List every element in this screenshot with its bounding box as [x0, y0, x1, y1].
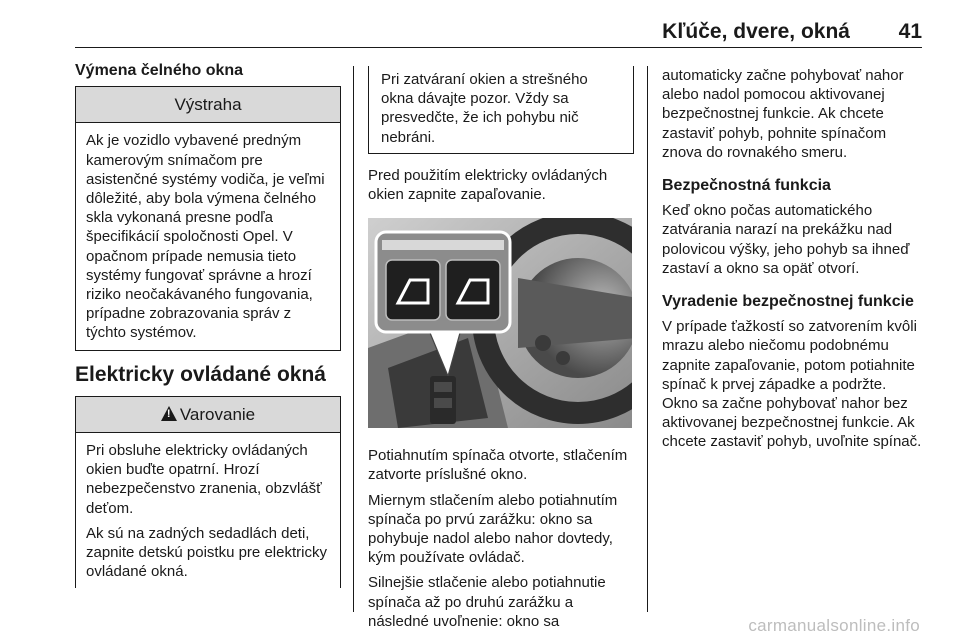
window-switch-image	[368, 218, 632, 428]
paragraph-open-close: Potiahnutím spínača otvorte, stlačením zatvorte príslušné okno.	[368, 447, 628, 484]
heading-override-safety: Vyradenie bezpečnostnej funkcie	[662, 293, 914, 311]
warning-triangle-icon	[161, 406, 177, 421]
paragraph-ignition: Pred použitím elektricky ovládaných okien zapnite zapaľovanie.	[368, 166, 608, 204]
header-rule	[75, 47, 922, 48]
watermark: carmanualsonline.info	[748, 616, 920, 635]
paragraph-auto-movement: automaticky začne pohybovať nahor alebo nadol pomocou aktivovanej bezpečnostnej funkcie. Ak chcete zastaviť pohyb, pohnite spínačom znova do rovnakého smeru.	[662, 67, 904, 161]
warning-box	[75, 396, 341, 589]
paragraph-override-safety: V prípade ťažkostí so zatvorením kvôli mrazu alebo niečomu podobnému zapnite zapaľovanie, potom potiahnite spínač k prvej západke a podržte. Okno sa začne pohybovať nahor bez aktivovanej bezpečnostnej funkcie. Ak chcete zastaviť pohyb, uvoľnite spínač.	[662, 318, 922, 451]
heading-windscreen-replacement: Výmena čelného okna	[75, 62, 244, 79]
column-divider-2	[647, 66, 648, 612]
page-number: 41	[898, 20, 922, 43]
column-3	[662, 66, 924, 458]
paragraph-second-detent: Silnejšie stlačenie alebo potiahnutie spínača až po druhú zarážku a následné uvoľnenie: okno sa	[368, 574, 606, 630]
column-1	[75, 55, 341, 588]
caution-title: Výstraha	[76, 87, 340, 123]
section-heading-power-windows: Elektricky ovládané okná	[75, 362, 326, 386]
paragraph-safety-function: Keď okno počas automatického zatvárania narazí na prekážku nad polovicou výšky, jeho pohyb sa ihneď zastaví a okno sa opäť otvorí.	[662, 202, 910, 277]
warning-continued-text: Pri zatváraní okien a strešného okna dávajte pozor. Vždy sa presvedčte, že ich pohybu nič nebráni.	[381, 71, 588, 146]
warning-box-continued	[368, 66, 634, 154]
warning-paragraph-2: Ak sú na zadných sedadlách deti, zapnite detskú poistku pre elektricky ovládané okná.	[86, 524, 327, 581]
caution-box	[75, 86, 341, 350]
caution-text: Ak je vozidlo vybavené predným kamerovým snímačom pre asistenčné systémy vodiča, je veľmi dôležité, aby bola výmena čelného skla vykonaná presne podľa špecifikácií spoločnosti Opel. V opačnom prípade nemusia tieto systémy fungovať správne a hrozí riziko neočakávaného fungovania, prípadne zobrazovania správ z týchto systémov.	[86, 132, 325, 342]
window-switch-illustration	[368, 218, 632, 428]
paragraph-first-detent: Miernym stlačením alebo potiahnutím spínača po prvú zarážku: okno sa pohybuje nadol alebo nahor dovtedy, kým používate ovládač.	[368, 491, 618, 567]
warning-paragraph-1: Pri obsluhe elektricky ovládaných okien buďte opatrní. Hrozí nebezpečenstvo zranenia, obzvlášť deťom.	[86, 442, 322, 517]
column-divider-1	[353, 66, 354, 612]
running-header-title: Kľúče, dvere, okná	[662, 20, 850, 43]
warning-title: Varovanie	[179, 404, 256, 424]
column-2	[368, 66, 634, 637]
heading-safety-function: Bezpečnostná funkcia	[662, 177, 831, 195]
warning-header	[76, 397, 340, 433]
